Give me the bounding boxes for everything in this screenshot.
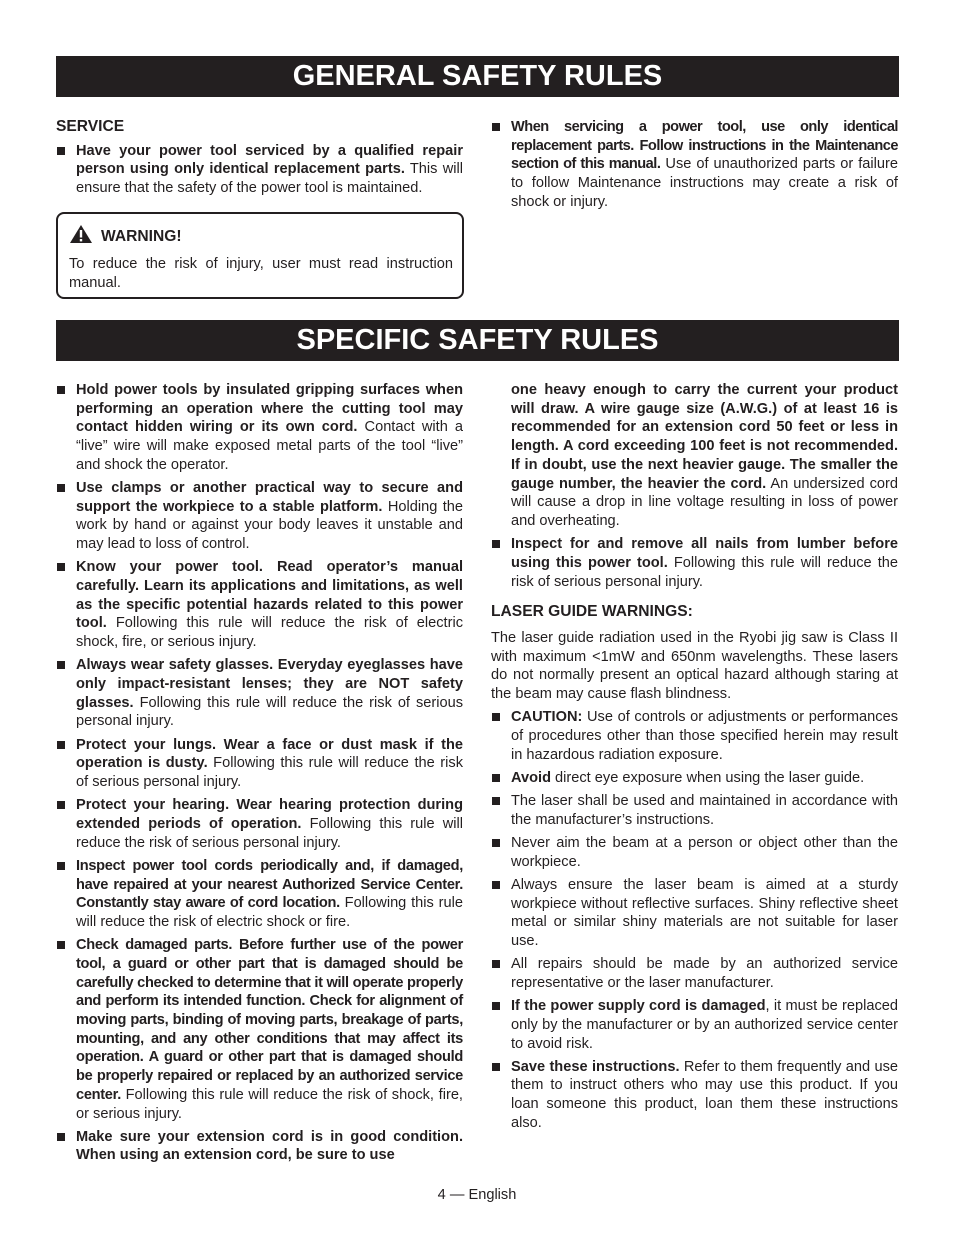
item-text: Following this rule will reduce the risk of serious personal injury. (76, 694, 463, 730)
rule-item (56, 1128, 463, 1165)
item-bold: Use clamps or another practical way to secure and support the workpiece to a stable platform. (76, 480, 463, 515)
rule-item (56, 736, 463, 792)
warning-box (56, 212, 464, 299)
laser-item (491, 792, 898, 829)
laser-item (491, 708, 898, 764)
rule-item-continued (491, 381, 898, 531)
item-bold: When servicing a power tool, use only identical replacement parts. Follow instructions in the Maintenance section of this manual. (511, 119, 898, 173)
laser-item (491, 997, 898, 1053)
item-text: Holding the work by hand or against your body leaves it unstable and may lead to loss of control. (76, 498, 463, 553)
item-bold: Inspect power tool cords periodically and, if damaged, have repaired at your nearest Authorized Service Center. Constantly stay aware of cord location. (76, 857, 463, 912)
item-text: Following this rule will reduce the risk of serious personal injury. (76, 815, 463, 851)
rule-item (56, 857, 463, 932)
item-text: Use of unauthorized parts or failure to follow Maintenance instructions may create a risk of shock or injury. (511, 156, 898, 210)
item-bold: Inspect for and remove all nails from lumber before using this power tool. (511, 536, 898, 571)
item-bold: Make sure your extension cord is in good condition. When using an extension cord, be sure to use (76, 1128, 463, 1164)
item-text: direct eye exposure when using the laser guide. (551, 769, 865, 786)
general-safety-banner: GENERAL SAFETY RULES (56, 56, 899, 97)
item-bold: Save these instructions. (511, 1058, 680, 1075)
item-text: Following this rule will reduce the risk of shock, fire, or serious injury. (76, 1086, 463, 1122)
item-text: Always ensure the laser beam is aimed at a sturdy workpiece without reflective surfaces. Shiny reflective sheet metal or similar shiny materials are not suitable for laser use. (511, 876, 898, 949)
specific-safety-banner: SPECIFIC SAFETY RULES (56, 320, 899, 361)
rule-item (56, 381, 463, 475)
item-bold: Have your power tool serviced by a qualified repair person using only identical replacement parts. (76, 142, 463, 178)
item-text: This will ensure that the safety of the power tool is maintained. (76, 161, 463, 197)
laser-heading: LASER GUIDE WARNINGS: (491, 603, 693, 621)
laser-item (491, 769, 898, 788)
specific-right-column (491, 381, 898, 1137)
item-bold: Protect your hearing. Wear hearing protection during extended periods of operation. (76, 797, 463, 832)
item-text: The laser shall be used and maintained in accordance with the manufacturer’s instructions. (511, 793, 898, 828)
item-bold: Know your power tool. Read operator’s manual carefully. Learn its applications and limitations, as well as the specific potential hazards related to this power tool. (76, 559, 463, 632)
item-text: Never aim the beam at a person or object other than the workpiece. (511, 834, 898, 870)
item-bold: Protect your lungs. Wear a face or dust mask if the operation is dusty. (76, 736, 463, 772)
item-bold: If the power supply cord is damaged (511, 998, 766, 1015)
warning-text: To reduce the risk of injury, user must read instruction manual. (69, 256, 453, 291)
item-bold: CAUTION: (511, 709, 583, 726)
laser-item (491, 1058, 898, 1133)
item-text: Use of controls or adjustments or performances of procedures other than those specified herein may result in hazardous radiation exposure. (511, 709, 898, 763)
laser-item (491, 834, 898, 871)
item-text: Refer to them frequently and use them to instruct others who may use this product. If you loan someone this product, loan them these instructions also. (511, 1058, 898, 1131)
item-text: Following this rule will reduce the risk of electric shock, fire, or serious injury. (76, 615, 463, 651)
service-right (491, 118, 898, 216)
rule-item (491, 535, 898, 591)
service-heading: SERVICE (56, 118, 125, 135)
rule-item (56, 479, 463, 554)
rule-item (56, 936, 463, 1123)
warning-title: WARNING! (101, 228, 182, 245)
item-text: Following this rule will reduce the risk of serious personal injury. (76, 755, 463, 791)
service-item (56, 142, 463, 198)
rule-item (56, 558, 463, 652)
item-text: An undersized cord will cause a drop in line voltage resulting in loss of power and overheating. (511, 475, 898, 529)
item-bold: Avoid (511, 769, 551, 786)
item-text: , it must be replaced only by the manufacturer or by an authorized service center to avoid risk. (511, 998, 898, 1052)
laser-item (491, 876, 898, 951)
item-bold: Hold power tools by insulated gripping surfaces when performing an operation where the cutting tool may contact hidden wiring or its own cord. (76, 382, 463, 436)
item-text: All repairs should be made by an authorized service representative or the laser manufacturer. (511, 956, 898, 991)
service-section (56, 118, 463, 202)
rule-item (56, 656, 463, 731)
rule-item (56, 796, 463, 852)
item-bold: Always wear safety glasses. Everyday eyeglasses have only impact-resistant lenses; they are NOT safety glasses. (76, 657, 463, 711)
item-bold: one heavy enough to carry the current your product will draw. A wire gauge size (A.W.G.) of at least 16 is recommended for an extension cord 50 feet or less in length. A cord exceeding 100 feet is not recommended. If in doubt, use the next heavier gauge. The smaller the gauge number, the heavier the cord. (511, 382, 898, 492)
specific-left-column (56, 381, 463, 1170)
warning-header (69, 224, 182, 246)
laser-item (491, 955, 898, 992)
item-bold: Check damaged parts. Before further use of the power tool, a guard or other part that is damaged should be carefully checked to determine that it will operate properly and perform its intended function. Check for alignment of moving parts, binding of moving parts, breakage of parts, mounting, and any other conditions that may affect its operation. A guard or other part that is damaged should be properly repaired or replaced by an authorized service center. (76, 937, 463, 1103)
service-item (491, 118, 898, 212)
page-footer: 4 — English (437, 1187, 517, 1203)
warning-triangle-icon (69, 224, 93, 244)
item-text: Contact with a “live” wire will make exposed metal parts of the tool “live” and shock the operator. (76, 419, 463, 473)
laser-intro: The laser guide radiation used in the Ryobi jig saw is Class II with maximum <1mW and 650nm wavelengths. These lasers do not normally present an optical hazard although staring at the beam may cause flash blindness. (491, 629, 898, 703)
item-text: Following this rule will reduce the risk of electric shock or fire. (76, 895, 463, 930)
item-text: Following this rule will reduce the risk of serious personal injury. (511, 554, 898, 590)
